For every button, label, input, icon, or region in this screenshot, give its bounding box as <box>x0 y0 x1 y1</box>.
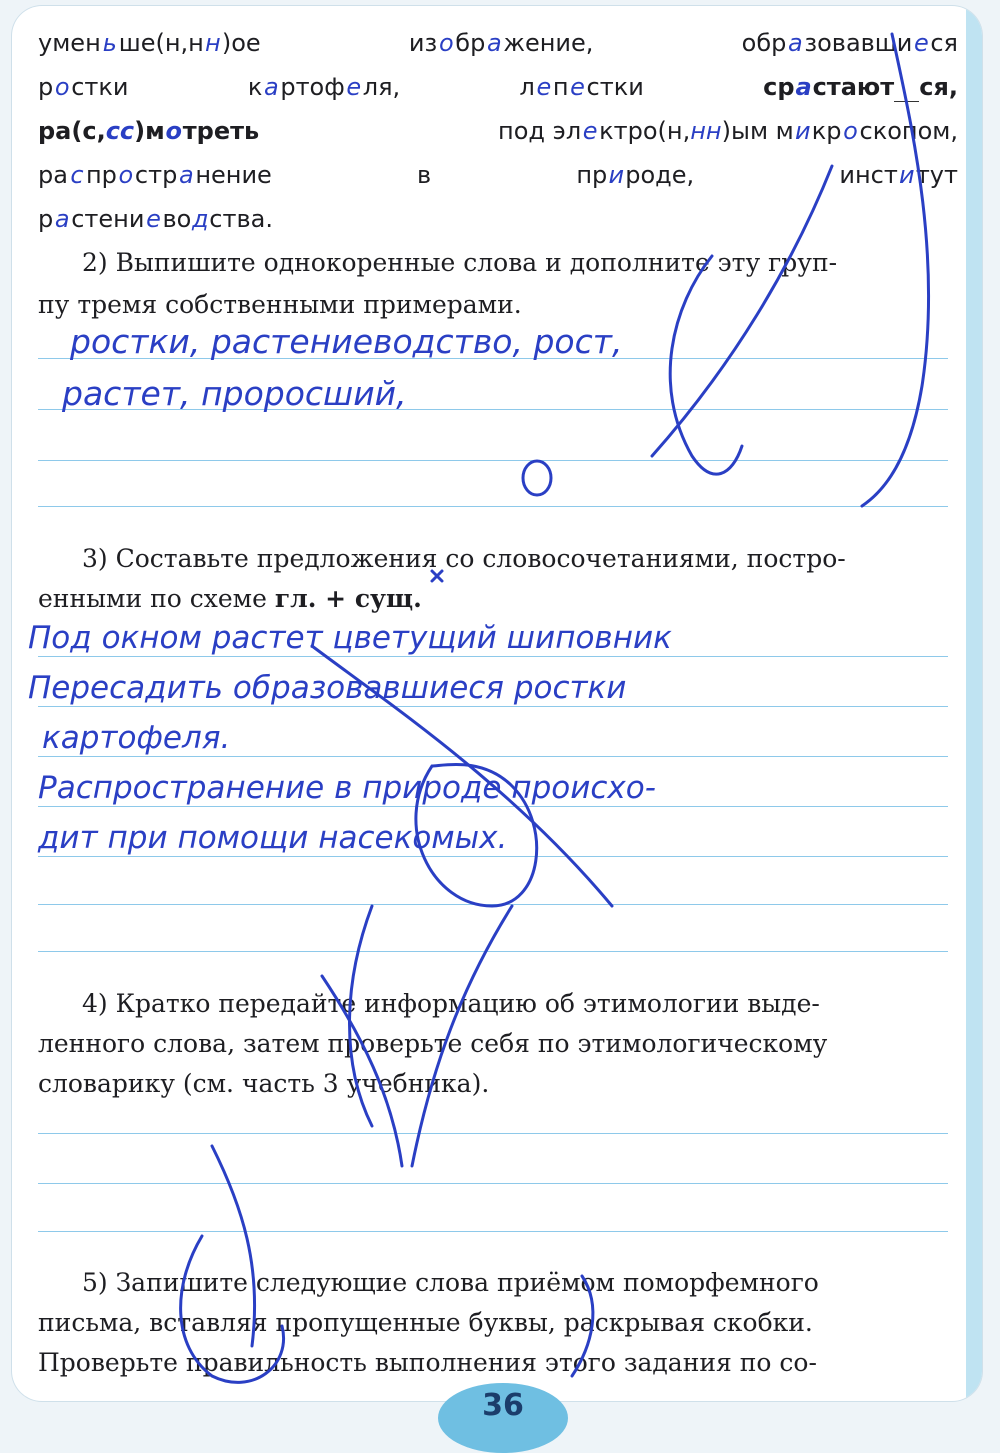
ruled-line <box>38 951 948 952</box>
ink-stroke <box>652 166 832 456</box>
ruled-line <box>38 460 948 461</box>
word: институт <box>839 161 958 189</box>
ink-stroke <box>523 461 551 495</box>
word: лепестки <box>519 73 644 101</box>
word: в <box>417 161 432 189</box>
word: картофеля, <box>247 73 401 101</box>
ruled-line <box>38 1183 948 1184</box>
task2-line-2: пу тремя собственными примерами. <box>38 290 522 319</box>
word: ростки <box>38 73 129 101</box>
task3-scheme: гл. + сущ. <box>274 584 422 613</box>
task4-line-3: словарику (см. часть 3 учебника). <box>38 1069 490 1098</box>
ruled-line <box>38 506 948 507</box>
ink-stroke <box>670 256 742 474</box>
word: под электро(н,нн)ым микроскопом, <box>498 117 958 145</box>
word: образовавшиеся <box>741 29 958 57</box>
task3-line-1: 3) Составьте предложения со словосочетаниями, постро- <box>82 544 846 573</box>
exercise-line-4 <box>38 160 958 190</box>
page-edge-stripe <box>966 6 982 1401</box>
task3-line-2-text: енными по схеме <box>38 584 275 613</box>
exercise-line-1 <box>38 28 958 58</box>
task3-line-2 <box>38 584 422 614</box>
ruled-line <box>38 1231 948 1232</box>
answer3-handwriting-1: Под окном растет цветущий шиповник <box>28 620 672 656</box>
task4-line-2: ленного слова, затем проверьте себя по этимологическому <box>38 1029 828 1058</box>
word: изображение, <box>408 29 594 57</box>
page-number: 36 <box>438 1383 568 1453</box>
workbook-page <box>12 6 982 1401</box>
answer2-handwriting-1: ростки, растениеводство, рост, <box>70 322 623 361</box>
word-bold: срастают ся, <box>763 73 958 101</box>
task5-line-1: 5) Запишите следующие слова приёмом поморфемного <box>82 1268 819 1297</box>
exercise-line-2 <box>38 72 958 102</box>
answer3-handwriting-5: дит при помощи насекомых. <box>38 820 508 856</box>
task5-line-2: письма, вставляя пропущенные буквы, раскрывая скобки. <box>38 1308 813 1337</box>
word: рас пространение <box>38 161 272 189</box>
task5-line-3: Проверьте правильность выполнения этого задания по со- <box>38 1348 817 1377</box>
ruled-line <box>38 1133 948 1134</box>
answer3-handwriting-2: Пересадить образовавшиеся ростки <box>28 670 627 706</box>
answer3-handwriting-4: Распространение в природе происхо- <box>38 770 656 806</box>
answer2-handwriting-2: растет, проросший, <box>62 374 407 413</box>
answer3-handwriting-3: картофеля. <box>42 720 231 756</box>
exercise-line-5: растениеводства. <box>38 205 273 233</box>
exercise-line-3 <box>38 116 958 146</box>
word: уменьше(н,нн)ое <box>38 29 261 57</box>
word: природе, <box>576 161 695 189</box>
task2-line-1: 2) Выпишите однокоренные слова и дополните эту груп- <box>82 248 838 277</box>
word-bold: ра(с,сс)мотреть <box>38 117 260 145</box>
ruled-line <box>38 904 948 905</box>
ink-stroke <box>862 34 929 506</box>
task4-line-1: 4) Кратко передайте информацию об этимологии выде- <box>82 989 820 1018</box>
